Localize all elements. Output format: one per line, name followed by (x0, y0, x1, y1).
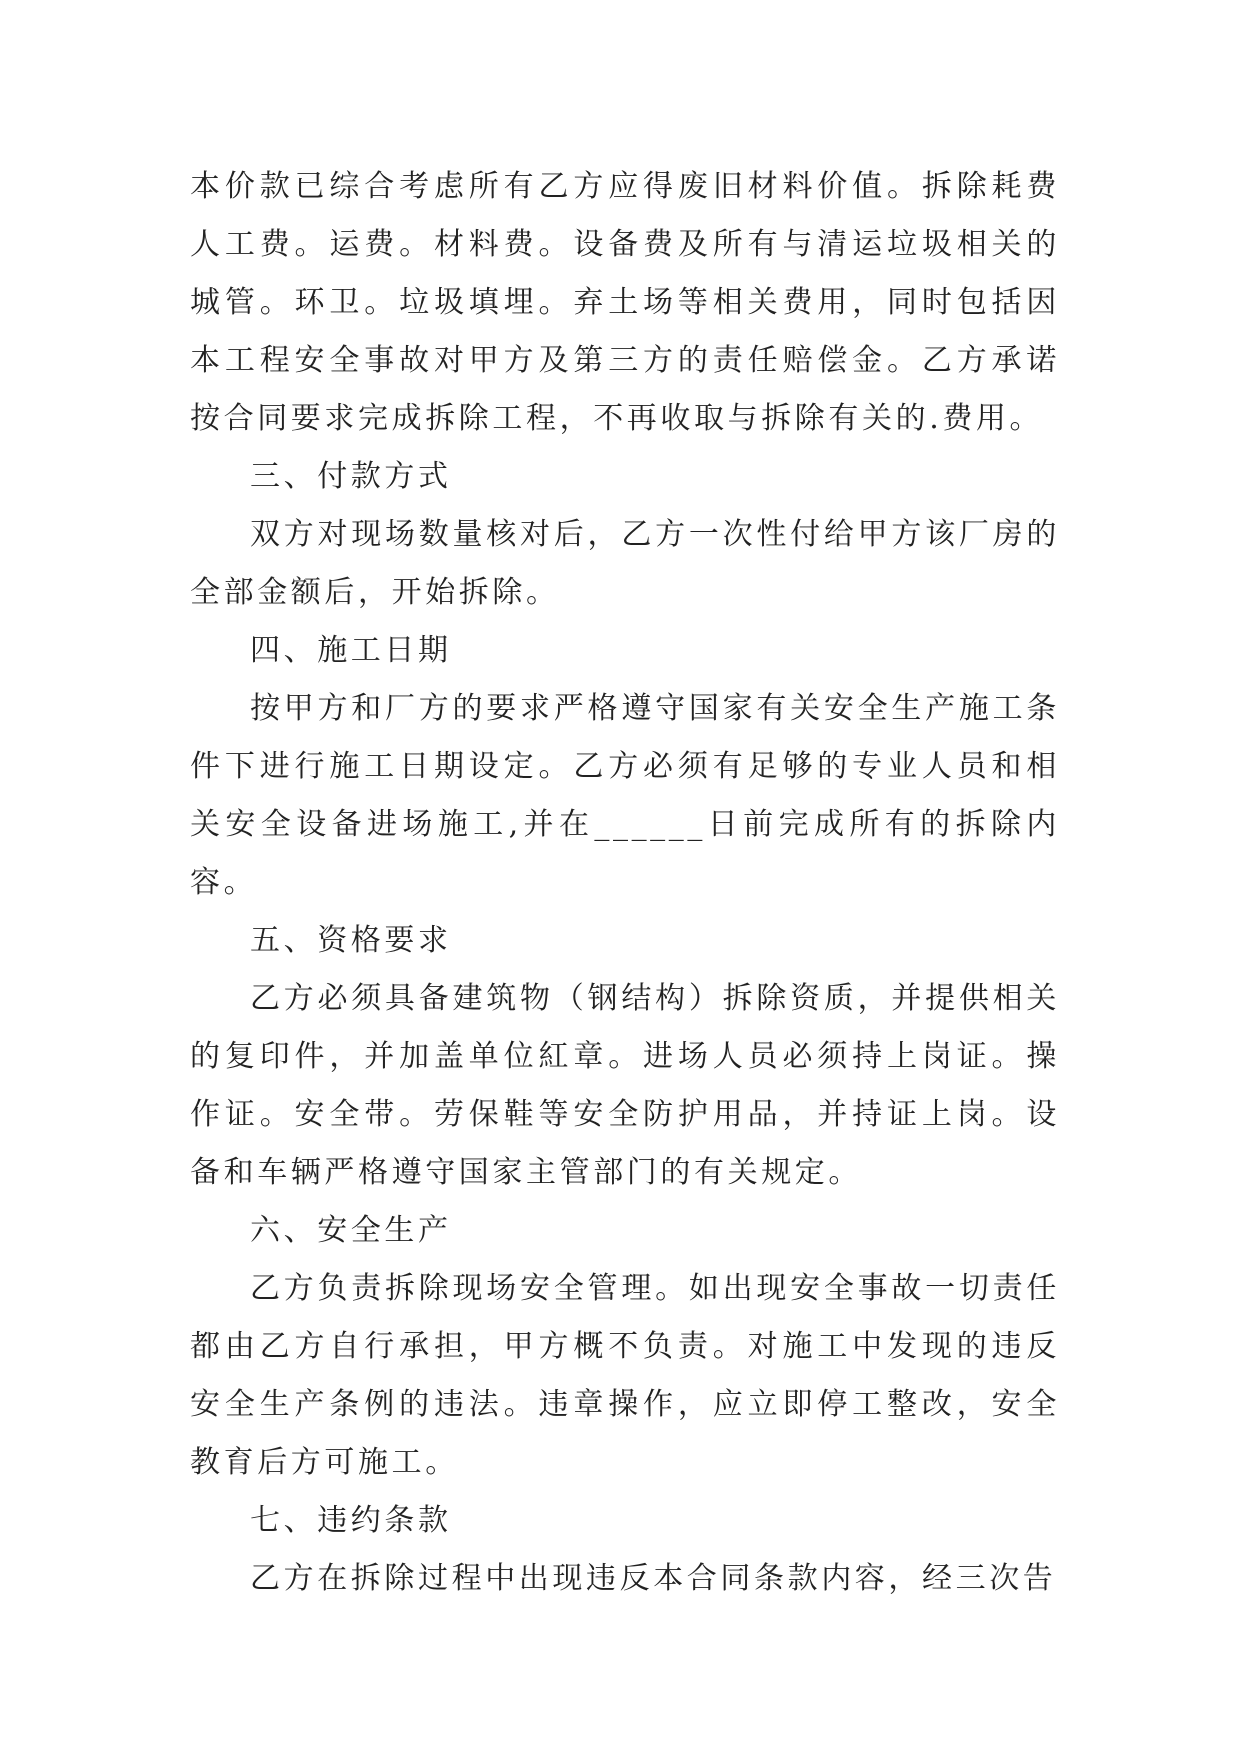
paragraph-breach: 乙方在拆除过程中出现违反本合同条款内容，经三次告 (250, 1561, 1057, 1596)
paragraph-qualification: 乙方必须具备建筑物（钢结构）拆除资质，并提供相关的复印件，并加盖单位紅章。进场人员必须持上岗证。操作证。安全带。劳保鞋等安全防护用品，并持证上岗。设备和车辆严格遵守国家主管部门的有关规定。 (190, 981, 1060, 1190)
section-heading-breach: 七、违约条款 (250, 1503, 452, 1538)
paragraph-payment: 双方对现场数量核对后，乙方一次性付给甲方该厂房的全部金额后，开始拆除。 (190, 517, 1060, 610)
section-heading-payment: 三、付款方式 (250, 459, 452, 494)
section-heading-safety: 六、安全生产 (250, 1213, 452, 1248)
paragraph-safety: 乙方负责拆除现场安全管理。如出现安全事故一切责任都由乙方自行承担，甲方概不负责。对施工中发现的违反安全生产条例的违法。违章操作，应立即停工整改，安全教育后方可施工。 (190, 1271, 1060, 1480)
document-body (190, 158, 1060, 1608)
section-heading-qualification: 五、资格要求 (250, 923, 452, 958)
paragraph-cost-scope: 本价款已综合考虑所有乙方应得废旧材料价值。拆除耗费人工费。运费。材料费。设备费及所有与清运垃圾相关的城管。环卫。垃圾填埋。弃土场等相关费用，同时包括因本工程安全事故对甲方及第三方的责任赔偿金。乙方承诺按合同要求完成拆除工程，不再收取与拆除有关的.费用。 (190, 169, 1060, 436)
section-heading-schedule: 四、施工日期 (250, 633, 452, 668)
paragraph-schedule: 按甲方和厂方的要求严格遵守国家有关安全生产施工条件下进行施工日期设定。乙方必须有足够的专业人员和相关安全设备进场施工,并在______日前完成所有的拆除内容。 (190, 691, 1060, 900)
